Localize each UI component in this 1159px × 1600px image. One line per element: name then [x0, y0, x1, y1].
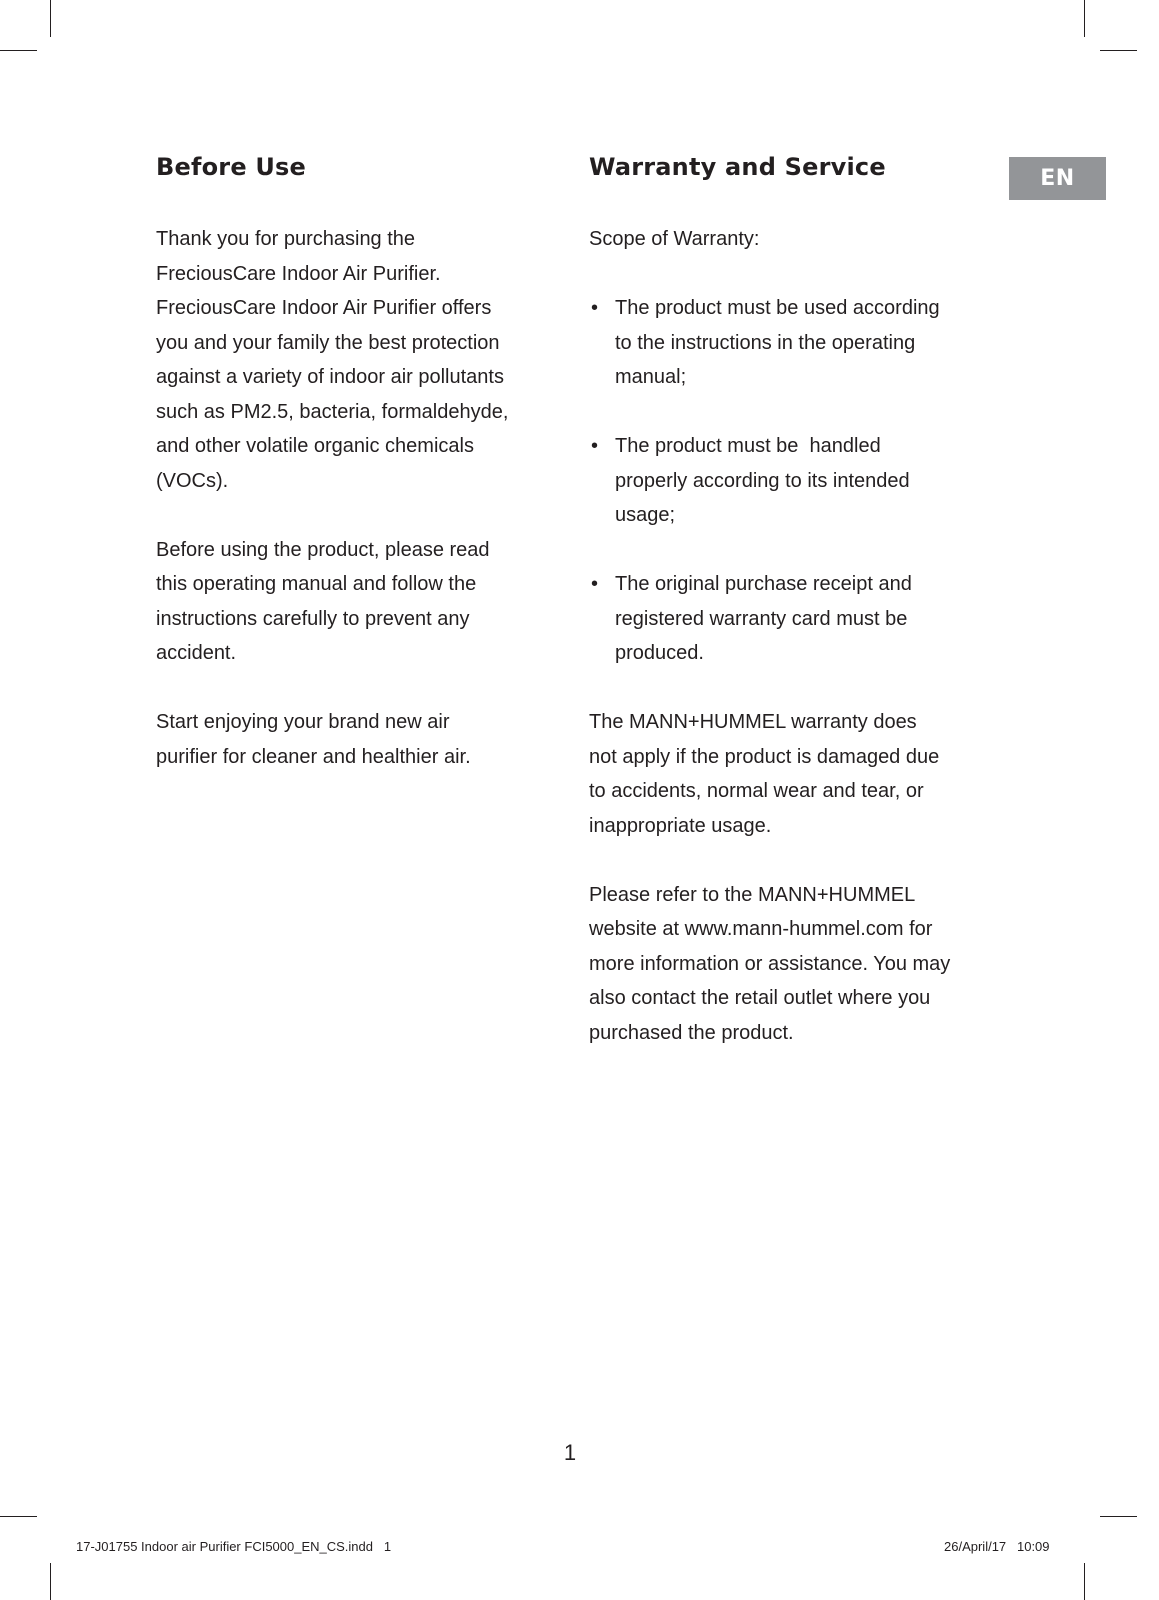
warranty-conditions-list [589, 291, 999, 671]
text-line: to the instructions in the operating [615, 331, 916, 354]
text-line: instructions carefully to prevent any [156, 607, 470, 630]
crop-mark [50, 0, 51, 37]
text-line: purifier for cleaner and healthier air. [156, 745, 471, 768]
text-line: purchased the product. [589, 1021, 794, 1044]
text-line: (VOCs). [156, 469, 229, 492]
text-line: accident. [156, 642, 237, 664]
section-heading: Warranty and Service [589, 153, 886, 181]
crop-mark [0, 50, 37, 51]
text-fragment: for [903, 918, 933, 940]
warranty-section [589, 152, 999, 1050]
text-line: Thank you for purchasing the [156, 228, 416, 250]
text-line: properly according to its intended [615, 469, 910, 492]
crop-mark [1100, 50, 1137, 51]
text-line [589, 912, 999, 947]
text-line: such as PM2.5, bacteria, formaldehyde, [156, 400, 509, 423]
text-line: also contact the retail outlet where you [589, 987, 931, 1009]
text-line: Before using the product, please read [156, 538, 490, 561]
text-line: and other volatile organic chemicals [156, 435, 474, 457]
text-line: more information or assistance. You may [589, 952, 951, 975]
text-line: not apply if the product is damaged due [589, 745, 940, 768]
text-line: usage; [615, 504, 676, 526]
file-info: 17-J01755 Indoor air Purifier FCI5000_EN_CS.indd 1 [76, 1539, 392, 1554]
bullet-icon: • [591, 297, 599, 319]
text-line: against a variety of indoor air pollutants [156, 366, 504, 388]
crop-mark [1084, 0, 1085, 37]
list-item [589, 429, 999, 533]
text-line: Start enjoying your brand new air [156, 711, 450, 733]
crop-mark [0, 1516, 37, 1517]
text-line: you and your family the best protection [156, 331, 500, 354]
intro-paragraph [156, 222, 556, 774]
list-item [589, 291, 999, 395]
text-line: produced. [615, 642, 704, 664]
text-line: The product must be used according [615, 297, 940, 319]
crop-mark [1084, 1563, 1085, 1600]
print-date: 26/April/17 10:09 [944, 1539, 1050, 1554]
text-line: FreciousCare Indoor Air Purifier. [156, 262, 441, 285]
text-line: The MANN+HUMMEL warranty does [589, 711, 917, 733]
crop-mark [1100, 1516, 1137, 1517]
text-line: FreciousCare Indoor Air Purifier offers [156, 297, 492, 319]
text-line: The product must be handled [615, 435, 881, 457]
page-number: 1 [563, 1440, 577, 1465]
text-line: to accidents, normal wear and tear, or [589, 780, 924, 802]
bullet-icon: • [591, 435, 599, 457]
text-line: this operating manual and follow the [156, 573, 477, 595]
text-line: The original purchase receipt and [615, 573, 912, 595]
text-line: manual; [615, 366, 687, 388]
text-line: Please refer to the MANN+HUMMEL [589, 883, 916, 906]
list-item [589, 567, 999, 671]
section-heading: Before Use [156, 153, 307, 181]
text-line: inappropriate usage. [589, 814, 772, 837]
language-tab: EN [1009, 157, 1106, 200]
text-fragment: website at [589, 918, 685, 940]
crop-mark [50, 1563, 51, 1600]
before-use-section [156, 152, 556, 774]
scope-label: Scope of Warranty: [589, 228, 760, 250]
text-line: registered warranty card must be [615, 607, 908, 630]
website-link[interactable]: www.mann-hummel.com [684, 918, 904, 940]
bullet-icon: • [591, 573, 599, 595]
